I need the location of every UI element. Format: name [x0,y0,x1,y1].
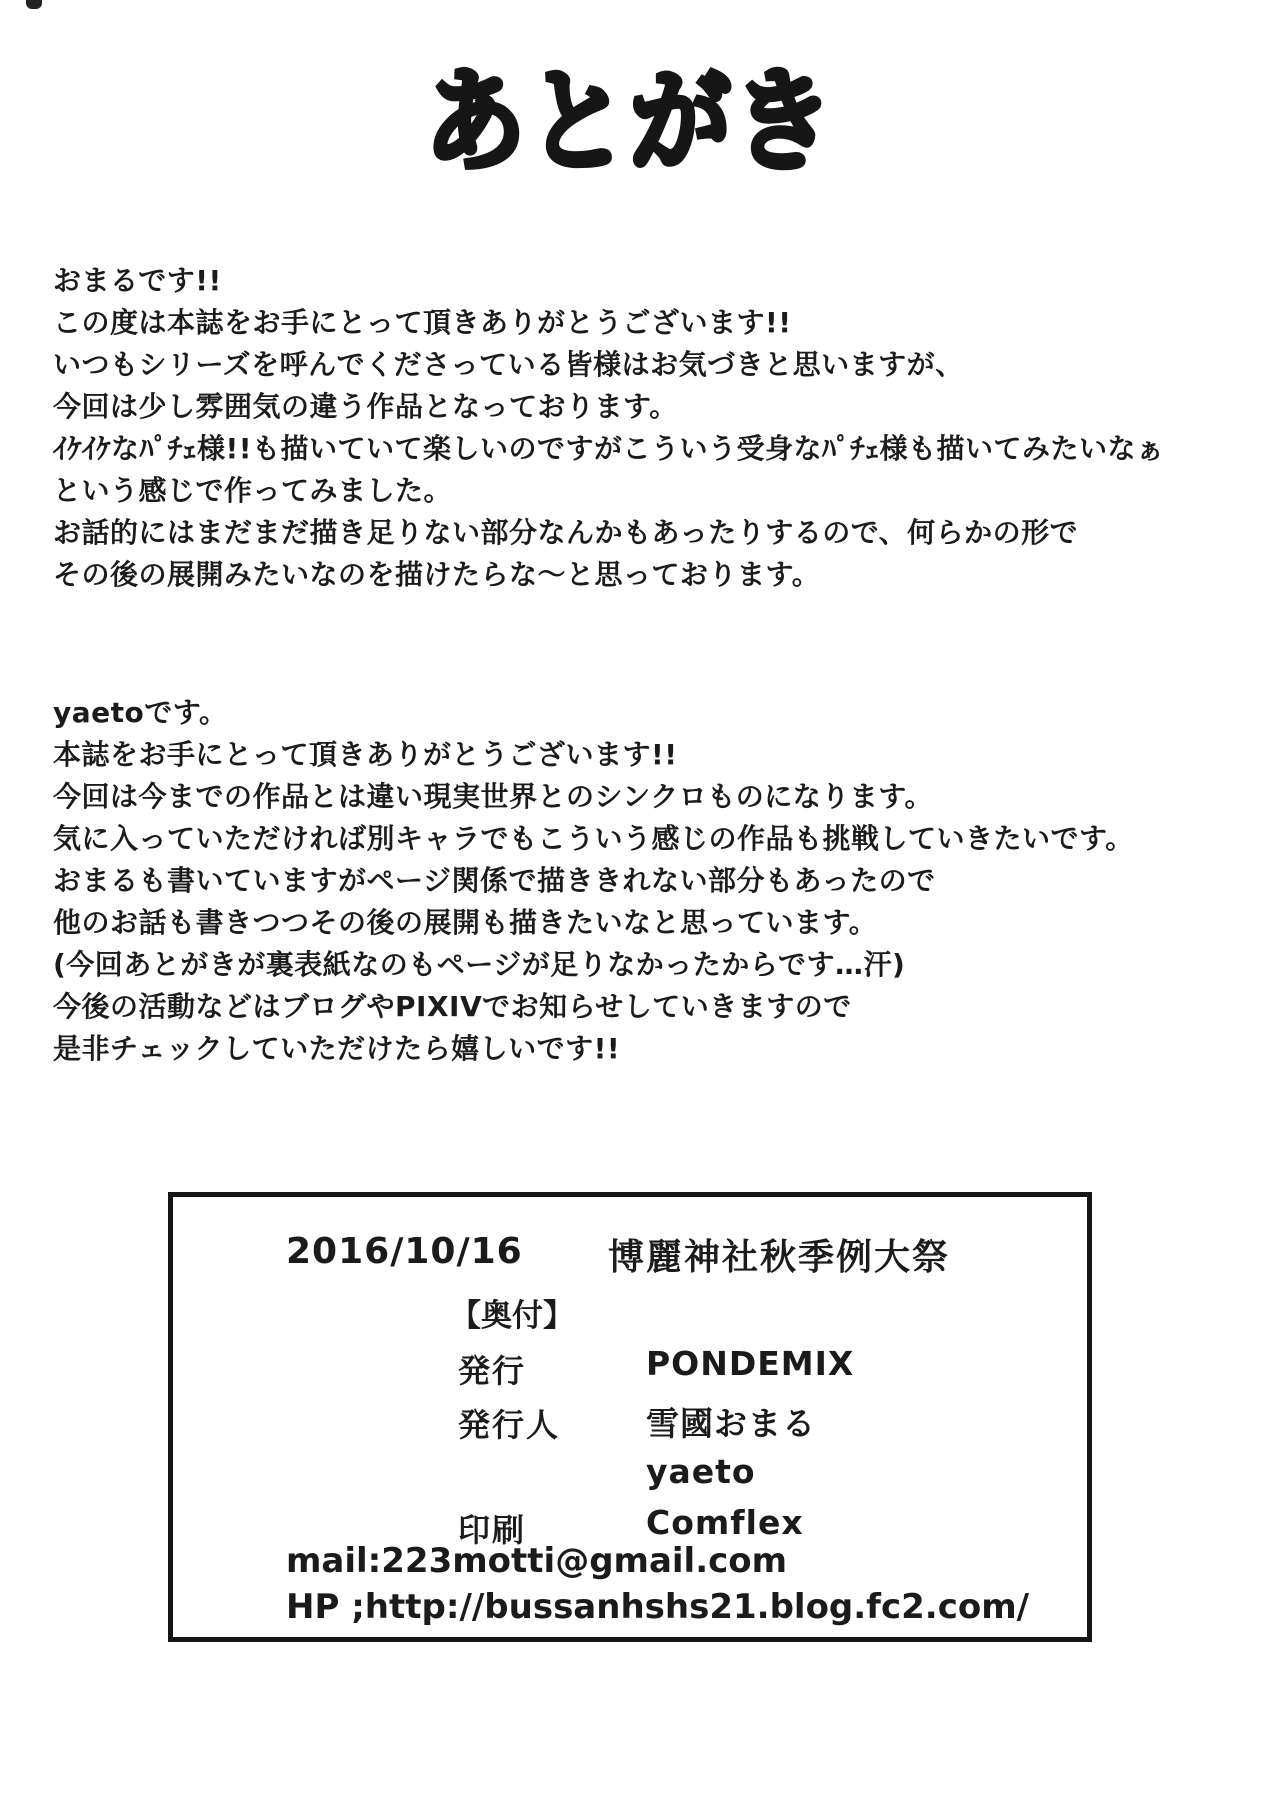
text-line: という感じで作ってみました。 [53,474,453,507]
publisher-label: 発行 [458,1352,527,1390]
omaru-afterword-paragraph [53,260,1233,596]
text-line: 他のお話も書きつつその後の展開も描きたいなと思っています。 [53,906,878,939]
printer-label: 印刷 [458,1511,527,1549]
text-line: いつもシリーズを呼んでくださっている皆様はお気づきと思いますが、 [53,348,964,381]
text-line: おまるです!! [53,264,222,297]
printer-value: Comflex [646,1503,804,1542]
publisher-person-value: 雪國おまる [646,1404,816,1443]
second-author-value: yaeto [646,1452,756,1491]
text-line: ｲｹｲｹなﾊﾟﾁｪ様!!も描いていて楽しいのですがこういう受身なﾊﾟﾁｪ様も描いてみたいなぁ [53,432,1165,465]
text-line: yaetoです。 [53,696,228,729]
text-line: お話的にはまだまだ描き足りない部分なんかもあったりするので、何らかの形で [53,516,1079,549]
publisher-value: PONDEMIX [646,1344,855,1383]
contact-email: mail:223motti@gmail.com [286,1541,788,1581]
event-name: 博麗神社秋季例大祭 [608,1237,951,1278]
text-line: 本誌をお手にとって頂きありがとうございます!! [53,738,678,771]
scan-artifact-speck [26,0,42,9]
publication-date: 2016/10/16 [286,1231,523,1272]
text-line: この度は本誌をお手にとって頂きありがとうございます!! [53,306,792,339]
text-line: 今後の活動などはブログやPIXIVでお知らせしていきますので [53,990,852,1023]
text-line: おまるも書いていますがページ関係で描ききれない部分もあったので [53,864,936,897]
text-line: 是非チェックしていただけたら嬉しいです!! [53,1032,621,1065]
text-line: その後の展開みたいなのを描けたらな〜と思っております。 [53,558,821,591]
yaeto-afterword-paragraph [53,692,1233,1070]
colophon-section-title: 【奥付】 [450,1298,574,1334]
text-line: (今回あとがきが裏表紙なのもページが足りなかったからです…汗) [53,948,906,981]
text-line: 今回は少し雰囲気の違う作品となっております。 [53,390,678,423]
page-title: あとがき [424,57,836,187]
publisher-person-label: 発行人 [458,1406,561,1444]
text-line: 気に入っていただければ別キャラでもこういう感じの作品も挑戦していきたいです。 [53,822,1134,855]
text-line: 今回は今までの作品とは違い現実世界とのシンクロものになります。 [53,780,934,813]
colophon-box [168,1192,1092,1642]
homepage-url: HP ;http://bussanhshs21.blog.fc2.com/ [286,1587,1030,1627]
